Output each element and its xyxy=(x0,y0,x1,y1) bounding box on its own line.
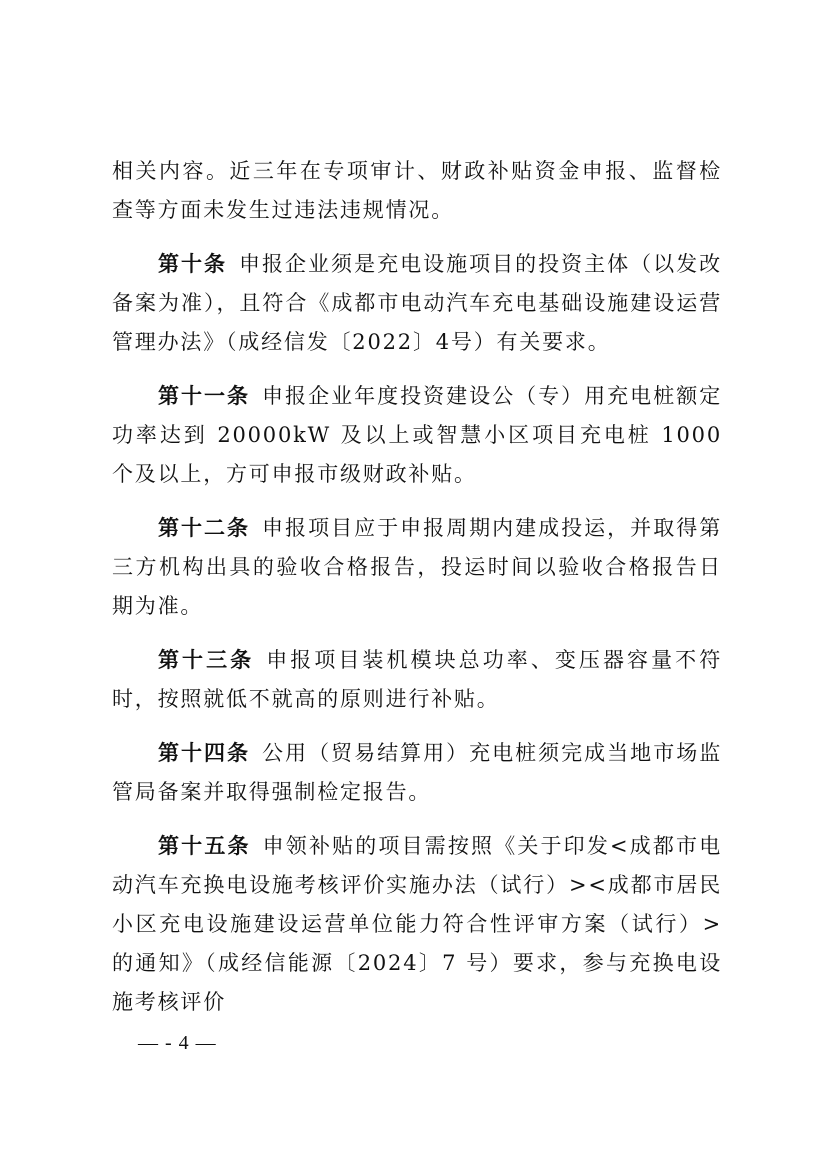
paragraph-continuation xyxy=(112,152,722,230)
article-text: 申报企业须是充电设施项目的投资主体（以发改备案为准），且符合《成都市电动汽车充电基础设施建设运营管理办法》（成经信发〔2022〕4号）有关要求。 xyxy=(112,252,722,354)
article-12 xyxy=(112,508,722,626)
article-text: 公用（贸易结算用）充电桩须完成当地市场监管局备案并取得强制检定报告。 xyxy=(112,741,723,804)
article-text: 申报项目应于申报周期内建成投运，并取得第三方机构出具的验收合格报告，投运时间以验收合格报告日期为准。 xyxy=(112,516,723,618)
article-14 xyxy=(112,733,722,812)
article-heading: 第十一条 xyxy=(158,383,251,408)
article-11 xyxy=(112,376,722,494)
article-text: 申报企业年度投资建设公（专）用充电桩额定功率达到 20000kW 及以上或智慧小区项目充电桩 1000 个及以上，方可申报市级财政补贴。 xyxy=(112,384,723,486)
article-heading: 第十二条 xyxy=(158,515,251,540)
article-heading: 第十三条 xyxy=(158,647,255,672)
article-heading: 第十四条 xyxy=(158,740,251,765)
article-text: 申领补贴的项目需按照《关于印发<成都市电动汽车充换电设施考核评价实施办法（试行）><成都市居民小区充电设施建设运营单位能力符合性评审方案（试行）>的通知》（成经信能源〔2024〕7 号）要求，参与充换电设施考核评价 xyxy=(112,834,723,1014)
article-15 xyxy=(112,826,722,1022)
article-heading: 第十条 xyxy=(158,251,228,276)
article-10 xyxy=(112,244,722,362)
article-heading: 第十五条 xyxy=(158,833,251,858)
page-number: — - 4 — xyxy=(138,1032,217,1054)
paragraph-text: 相关内容。近三年在专项审计、财政补贴资金申报、监督检查等方面未发生过违法违规情况。 xyxy=(112,159,722,222)
article-text: 申报项目装机模块总功率、变压器容量不符时，按照就低不就高的原则进行补贴。 xyxy=(112,648,722,711)
article-13 xyxy=(112,640,722,719)
document-body xyxy=(112,152,722,1022)
